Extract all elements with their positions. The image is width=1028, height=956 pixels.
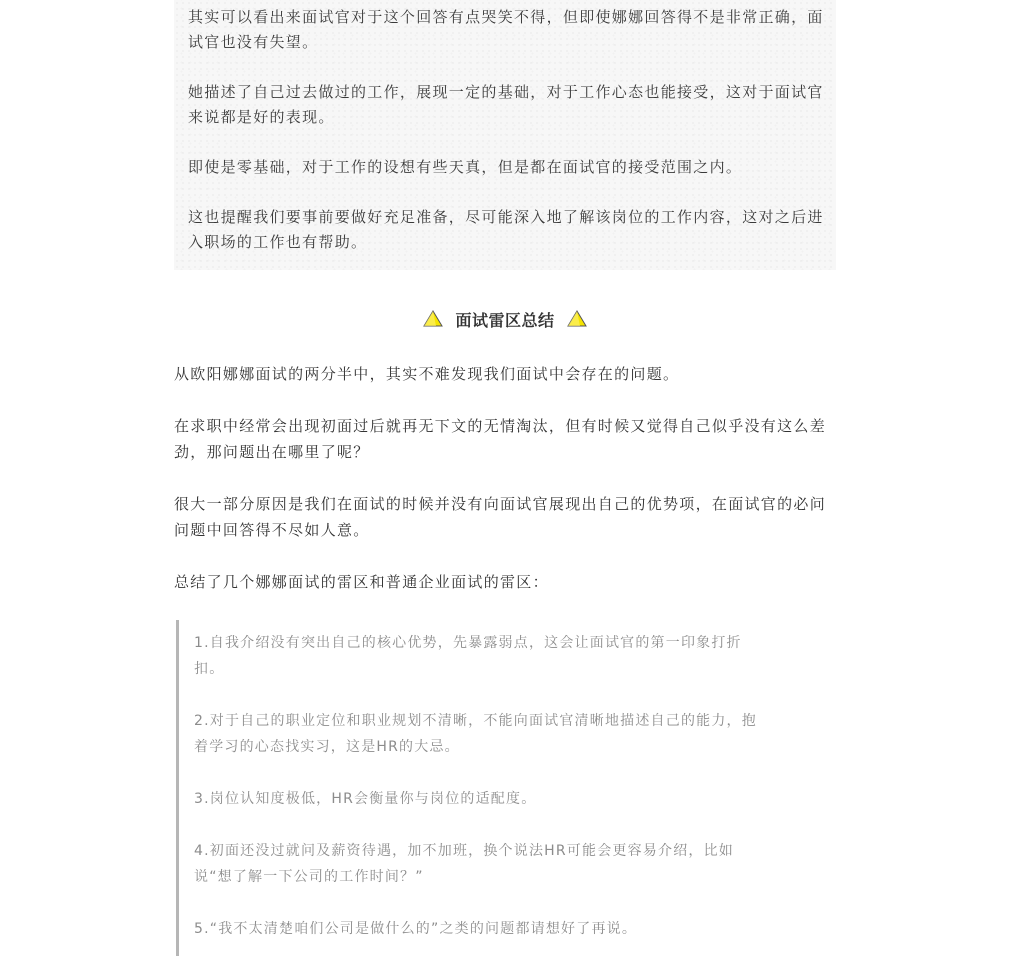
quote-item-4: 4.初面还没过就问及薪资待遇，加不加班，换个说法HR可能会更容易介绍，比如说“想了解一下公司的工作时间？”	[194, 843, 735, 885]
box-paragraph-1: 其实可以看出来面试官对于这个回答有点哭笑不得，但即使娜娜回答得不是非常正确，面试官也没有失望。	[188, 8, 824, 51]
box-paragraph-3: 即使是零基础，对于工作的设想有些天真，但是都在面试官的接受范围之内。	[188, 158, 743, 176]
highlight-box	[174, 0, 836, 270]
section-title: 面试雷区总结	[455, 310, 555, 330]
body-paragraph-4: 总结了几个娜娜面试的雷区和普通企业面试的雷区：	[174, 573, 549, 591]
body-paragraph-1: 从欧阳娜娜面试的两分半中，其实不难发现我们面试中会存在的问题。	[174, 365, 680, 383]
section-heading	[174, 306, 836, 332]
box-paragraph-2: 她描述了自己过去做过的工作，展现一定的基础，对于工作心态也能接受，这对于面试官来说都是好的表现。	[188, 83, 824, 126]
quote-item-5: 5.“我不太清楚咱们公司是做什么的”之类的问题都请想好了再说。	[194, 921, 638, 937]
warning-triangle-icon	[567, 309, 587, 329]
body-paragraph-2: 在求职中经常会出现初面过后就再无下文的无情淘汰，但有时候又觉得自己似乎没有这么差劲，那问题出在哪里了呢？	[174, 417, 827, 461]
warning-triangle-icon	[423, 309, 443, 329]
quote-item-1: 1.自我介绍没有突出自己的核心优势，先暴露弱点，这会让面试官的第一印象打折扣。	[194, 635, 742, 677]
quote-item-2: 2.对于自己的职业定位和职业规划不清晰，不能向面试官清晰地描述自己的能力，抱着学习的心态找实习，这是HR的大忌。	[194, 713, 757, 755]
blockquote	[176, 620, 775, 956]
quote-item-3: 3.岗位认知度极低，HR会衡量你与岗位的适配度。	[194, 791, 537, 807]
box-paragraph-4: 这也提醒我们要事前要做好充足准备，尽可能深入地了解该岗位的工作内容，这对之后进入职场的工作也有帮助。	[188, 208, 824, 251]
body-paragraph-3: 很大一部分原因是我们在面试的时候并没有向面试官展现出自己的优势项，在面试官的必问问题中回答得不尽如人意。	[174, 495, 827, 539]
